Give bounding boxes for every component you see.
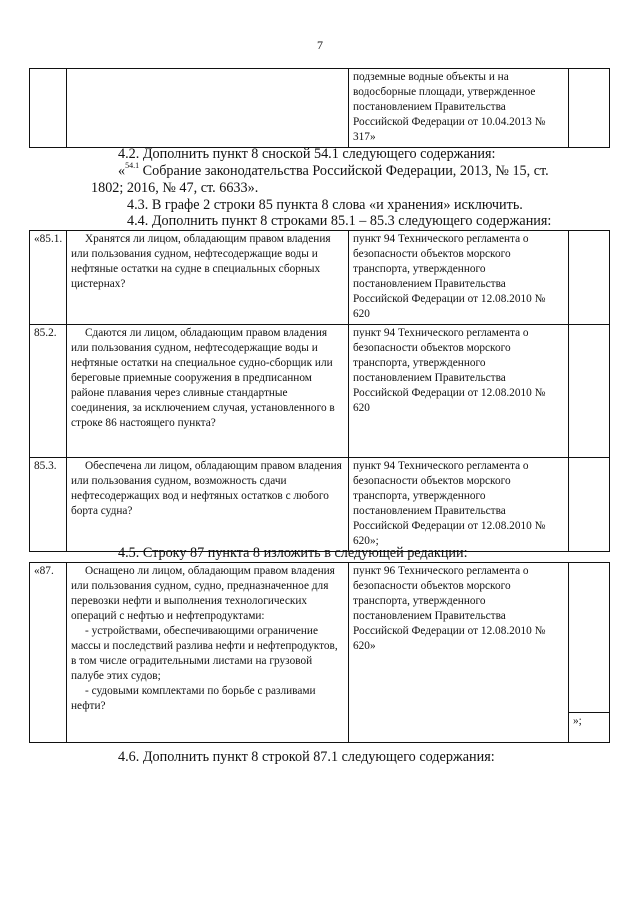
page-number: 7 [317,38,323,52]
question-cell: Обеспечена ли лицом, обладающим правом владения или пользования судном, возможность сдачи нефтесодержащих вод и нефтяных остатков с любого борта судна? [67,458,349,552]
footnote-marker: 54.1 [125,161,140,170]
table-continued [29,68,610,148]
row-number-cell [30,69,67,148]
table-row [30,231,610,325]
mark-cell [569,231,610,325]
row-number-cell: «87. [30,563,67,743]
question-cell: Хранятся ли лицом, обладающим правом владения или пользования судном, нефтесодержащие воды и нефтяные остатки на судне в специальных сборных цистернах? [67,231,349,325]
closing-mark-cell: »; [569,713,610,743]
list-item: - устройствами, обеспечивающими ограничение массы и последствий разлива нефти и нефтепродуктов, в том числе оградительными листами на грузовой палубе этих судов; [71,625,338,682]
mark-cell [569,458,610,552]
reference-cell: пункт 96 Технического регламента о безопасности объектов морского транспорта, утвержденного постановлением Правительства Российской Федерации от 12.08.2010 № 620» [349,563,569,743]
paragraph-4-6: 4.6. Дополнить пункт 8 строкой 87.1 следующего содержания: [118,749,495,765]
paragraph-4-4: 4.4. Дополнить пункт 8 строками 85.1 – 85.3 следующего содержания: [127,213,552,229]
paragraph-4-5: 4.5. Строку 87 пункта 8 изложить в следующей редакции: [118,545,468,561]
table-row [30,563,610,713]
reference-cell: пункт 94 Технического регламента о безопасности объектов морского транспорта, утвержденного постановлением Правительства Российской Федерации от 12.08.2010 № 620 [349,231,569,325]
table-rows-85 [29,230,610,552]
question-cell: Оснащено ли лицом, обладающим правом владения или пользования судном, судно, предназначенное для перевозки нефти и выполнения технологических операций с нефтью и нефтепродуктами: - устройствами, обеспечивающими ограничение массы и последствий разлива нефти и нефтепродуктов, в том числе оградительными листами на грузовой палубе этих судов; - судовыми комплектами по борьбе с разливами нефти? [67,563,349,743]
footnote-line-1: «$^{54.1}$ Собрание законодательства Российской Федерации, 2013, № 15, ст. [118,161,549,179]
mark-cell [569,325,610,458]
question-cell [67,69,349,148]
table-row [30,69,610,148]
row-number-cell: 85.3. [30,458,67,552]
paragraph-4-2: 4.2. Дополнить пункт 8 сноской 54.1 следующего содержания: [118,146,496,162]
mark-cell [569,563,610,713]
footnote-line-2: 1802; 2016, № 47, ст. 6633». [91,180,259,196]
reference-cell: пункт 94 Технического регламента о безопасности объектов морского транспорта, утвержденного постановлением Правительства Российской Федерации от 12.08.2010 № 620»; [349,458,569,552]
table-row-87 [29,562,610,743]
reference-cell: пункт 94 Технического регламента о безопасности объектов морского транспорта, утвержденного постановлением Правительства Российской Федерации от 12.08.2010 № 620 [349,325,569,458]
paragraph-4-3: 4.3. В графе 2 строки 85 пункта 8 слова «и хранения» исключить. [127,197,523,213]
row-number-cell: «85.1. [30,231,67,325]
question-cell: Сдаются ли лицом, обладающим правом владения или пользования судном, нефтесодержащие воды и нефтяные остатки на специальное судно-сборщик или береговые приемные сооружения в предписанном районе плавания через сливные стандартные соединения, за исключением случая, установленного в строке 86 настоящего пункта? [67,325,349,458]
table-row [30,458,610,552]
mark-cell [569,69,610,148]
list-item: - судовыми комплектами по борьбе с разливами нефти? [71,685,316,712]
reference-cell: подземные водные объекты и на водосборные площади, утвержденное постановлением Правительства Российской Федерации от 10.04.2013 № 317» [349,69,569,148]
row-number-cell: 85.2. [30,325,67,458]
table-row [30,325,610,458]
